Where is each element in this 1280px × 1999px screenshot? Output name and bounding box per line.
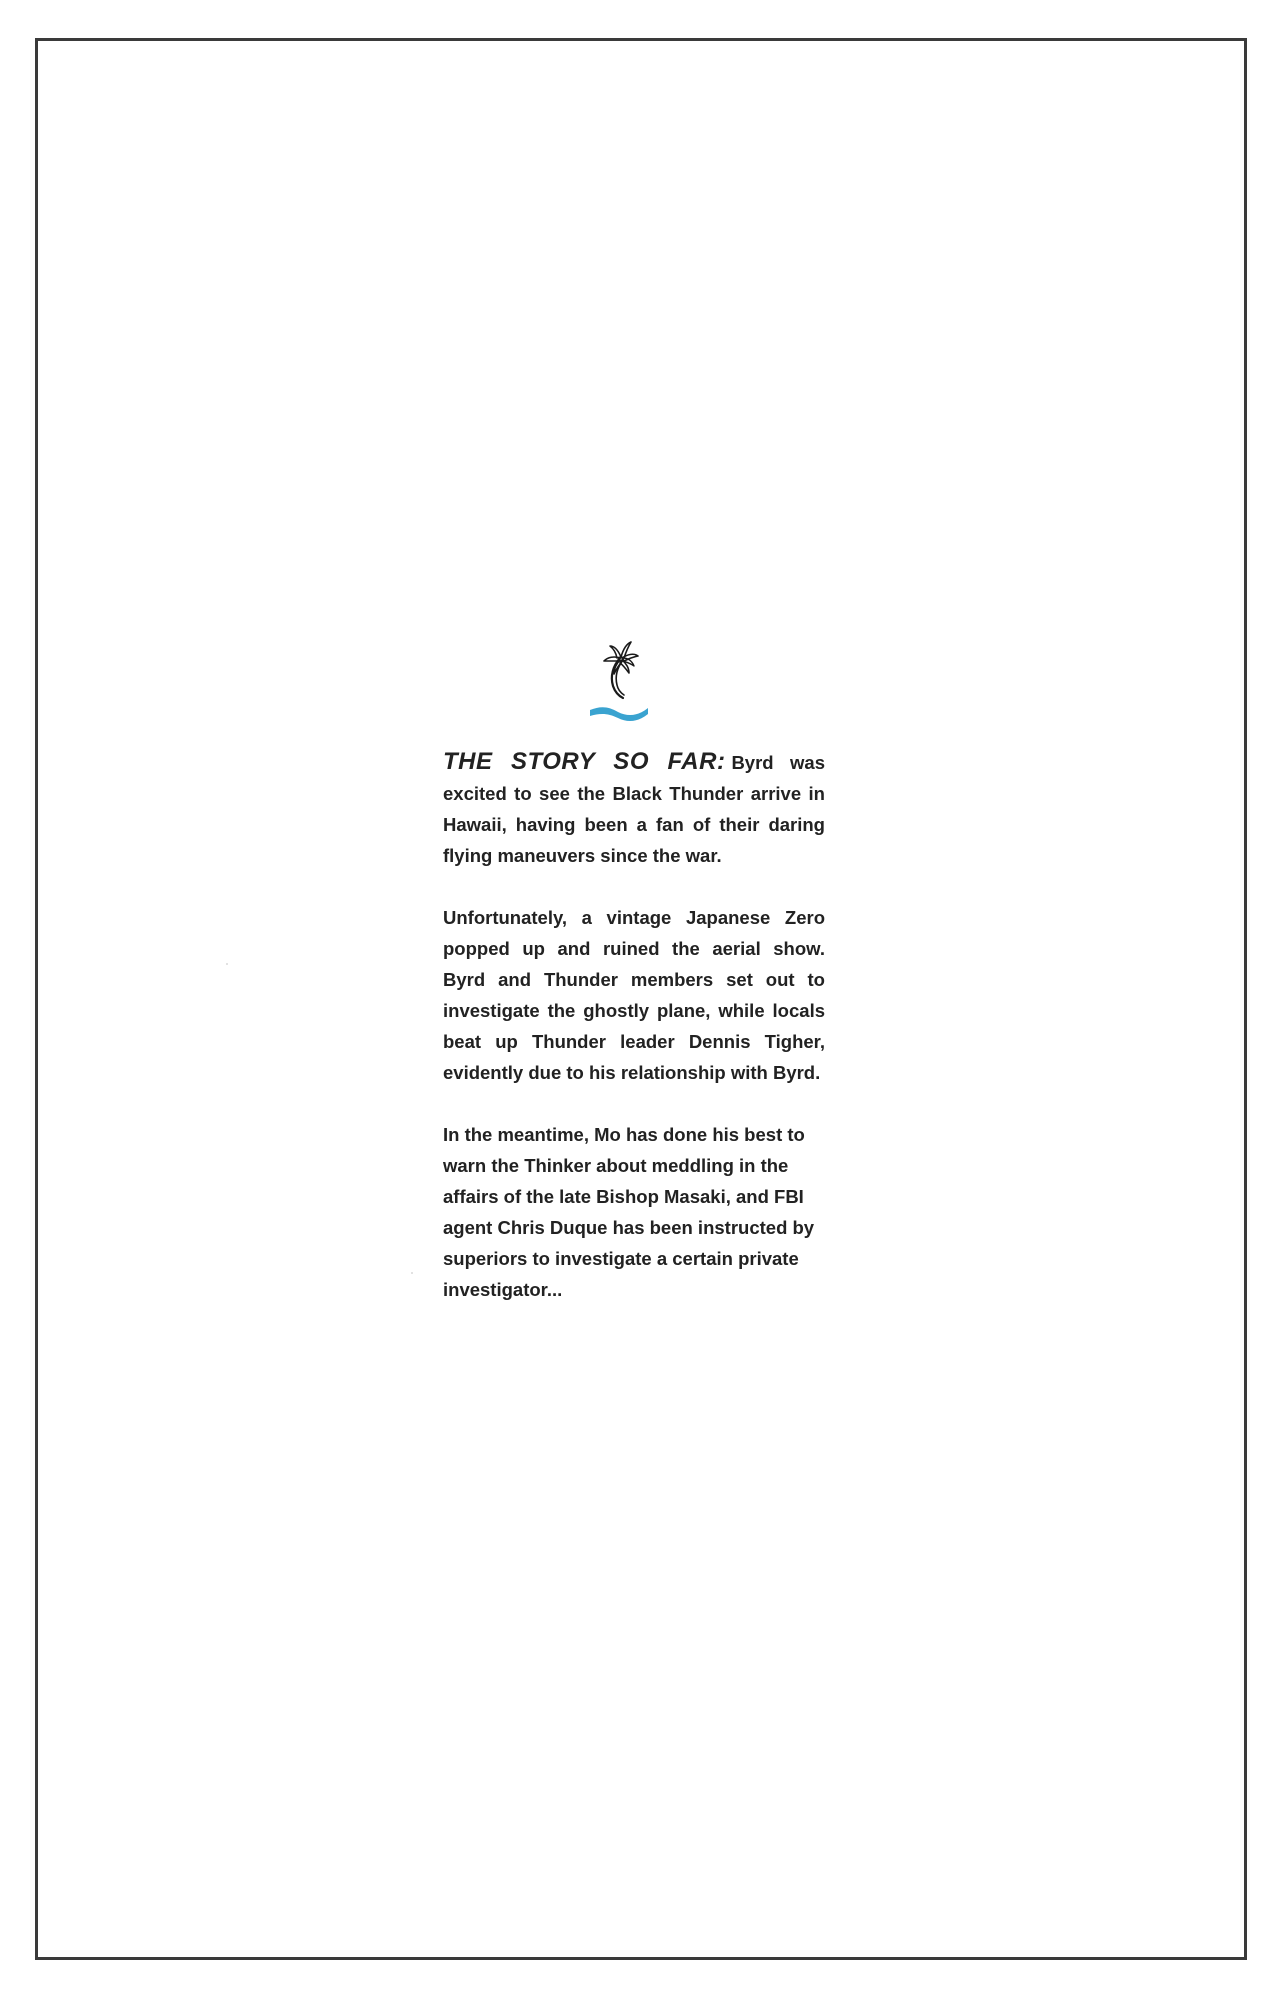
story-so-far [443, 746, 825, 1336]
paper-speck [411, 1272, 413, 1274]
palm-tree-wave-icon [586, 636, 652, 722]
story-heading: THE STORY SO FAR: [443, 748, 726, 775]
story-paragraph-1 [443, 746, 825, 871]
story-paragraph-3: In the meantime, Mo has done his best to warn the Thinker about meddling in the affairs of the late Bishop Masaki, and FBI agent Chris Duque has been instructed by superiors to investigate a certain private investigator... [443, 1124, 815, 1300]
story-paragraph-2: Unfortunately, a vintage Japanese Zero popped up and ruined the aerial show. Byrd and Thunder members set out to investigate the ghostly plane, while locals beat up Thunder leader Dennis Tigher, evidently due to his relationship with Byrd. [443, 907, 825, 1083]
logo [586, 636, 652, 722]
story-paragraph-1-body: Byrd was excited to see the Black Thunder arrive in Hawaii, having been a fan of their daring flying maneuvers since the war. [443, 752, 825, 866]
paper-speck [226, 963, 228, 965]
